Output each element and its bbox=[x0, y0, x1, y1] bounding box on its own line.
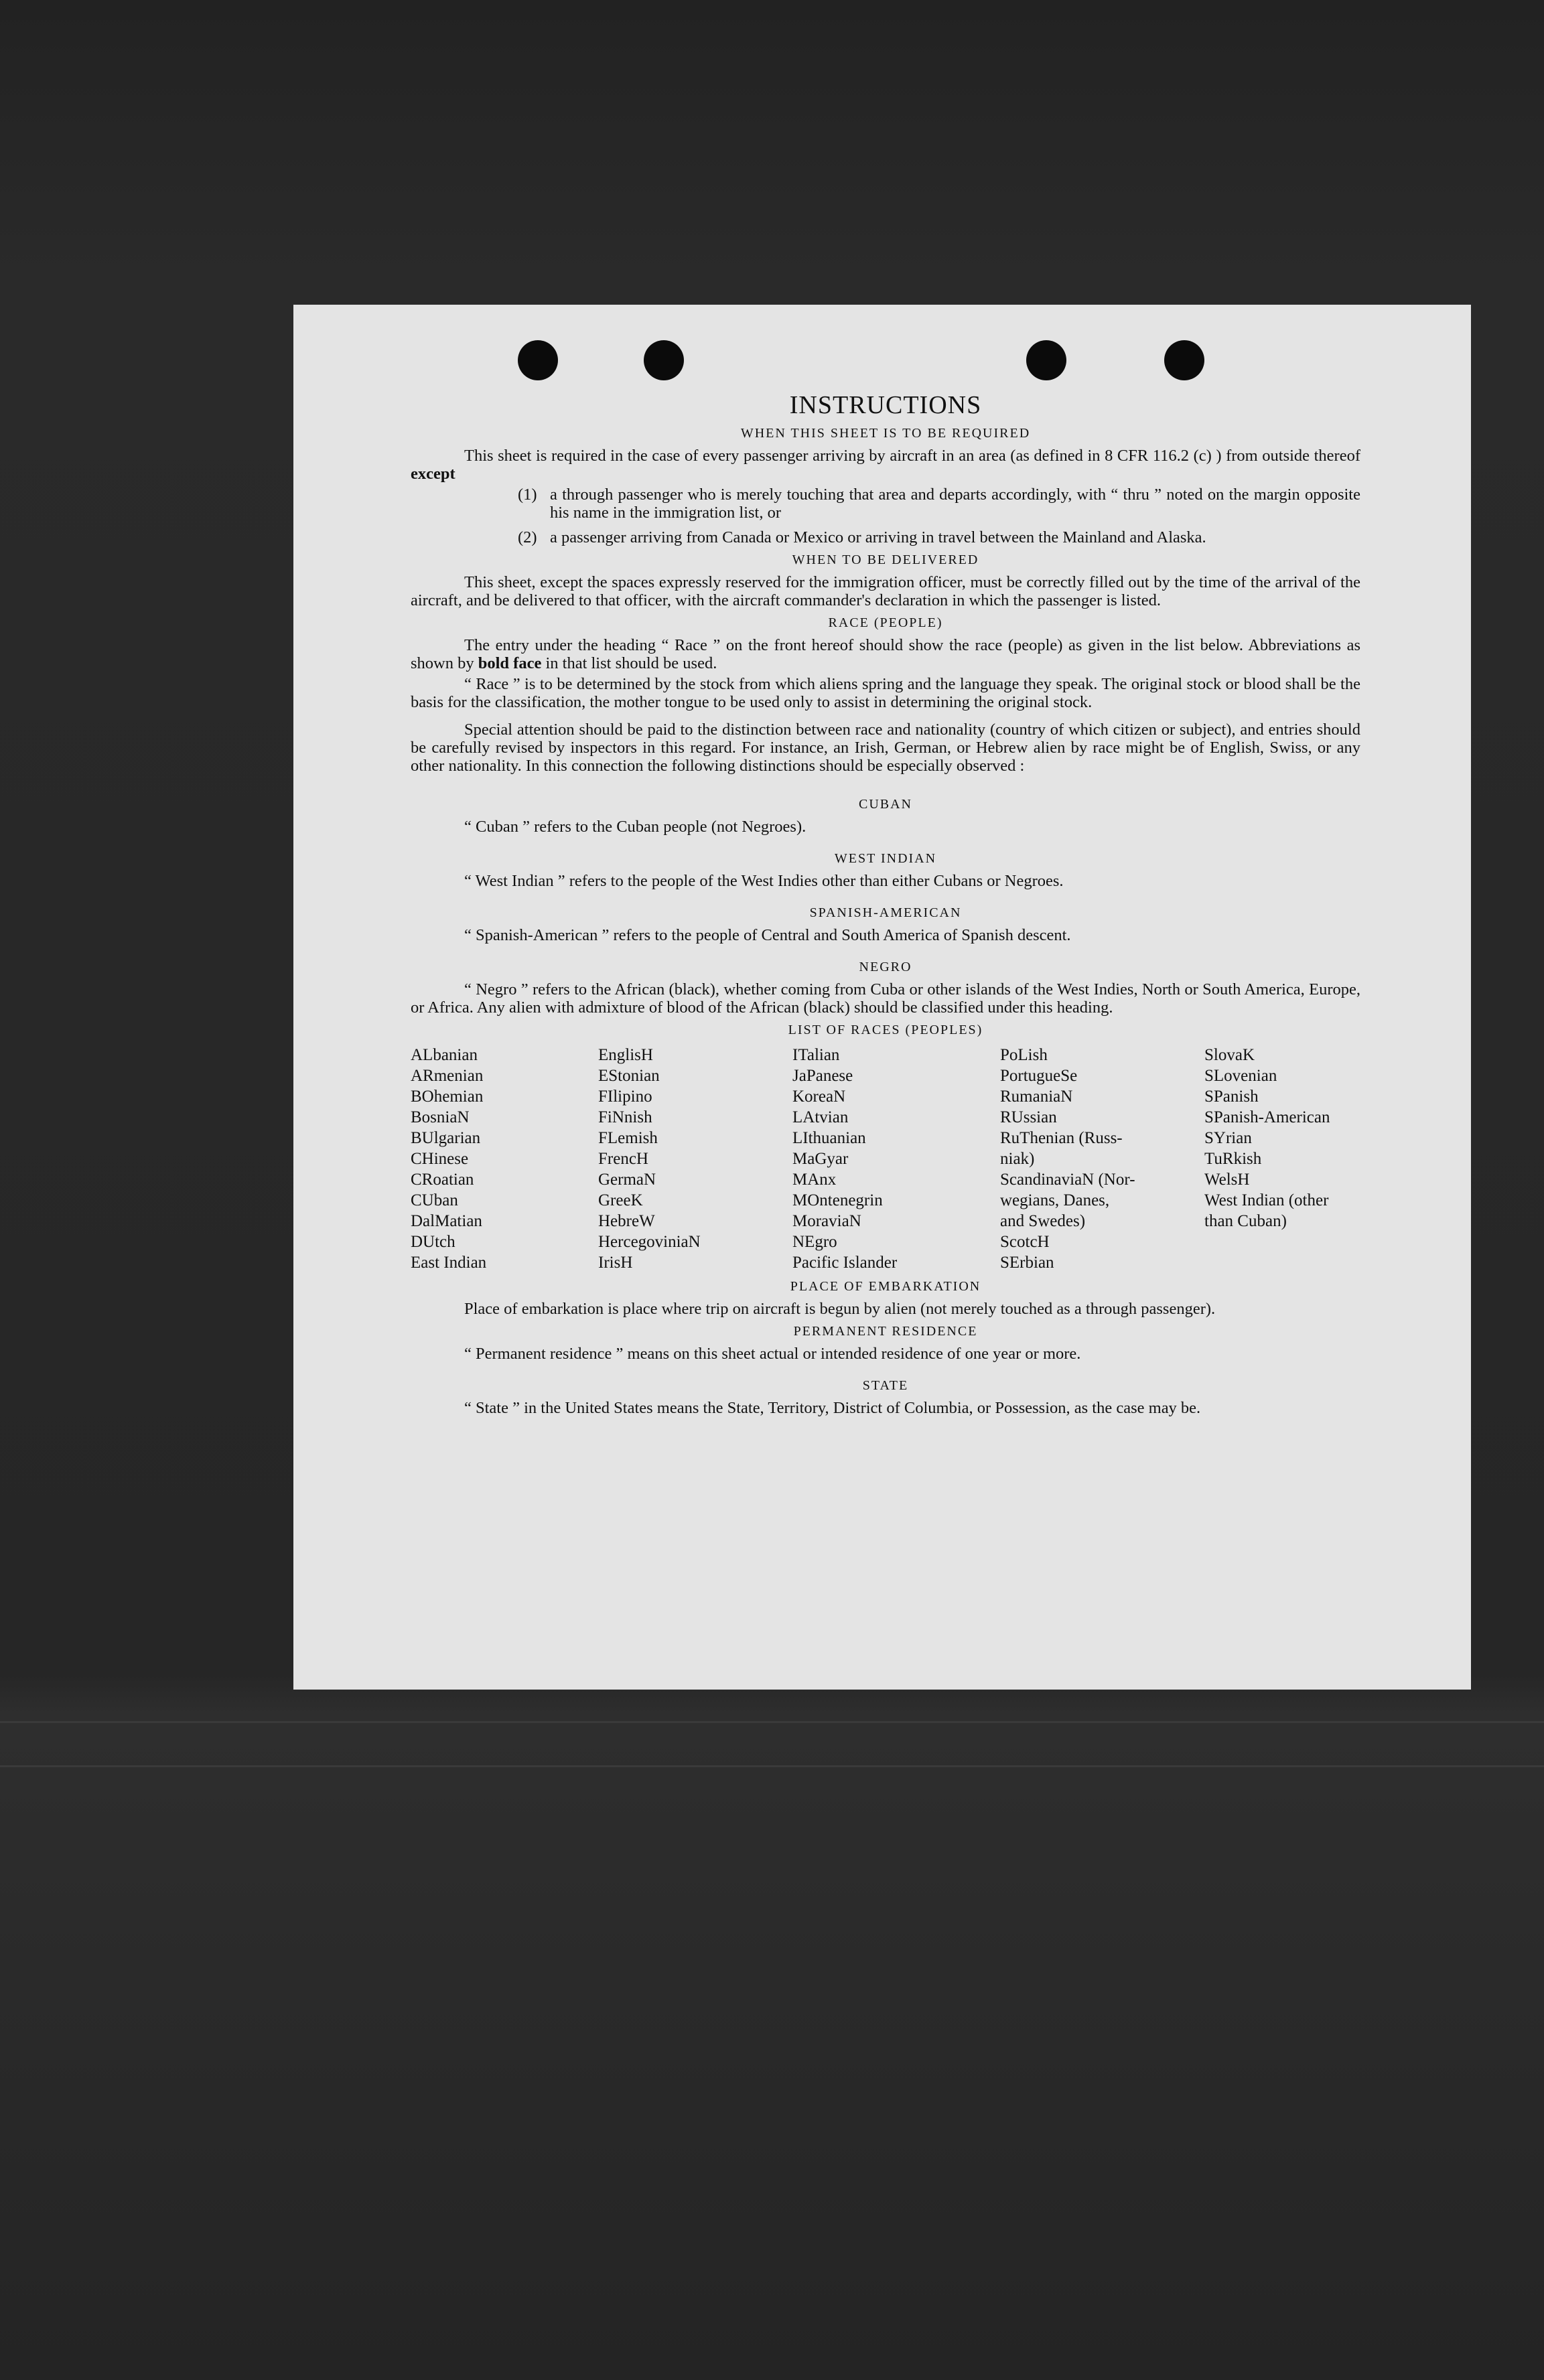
punch-hole bbox=[1164, 340, 1204, 380]
race-entry: FLemish bbox=[598, 1129, 658, 1147]
race-entry: IrisH bbox=[598, 1254, 633, 1272]
races-column bbox=[1000, 1045, 1204, 1273]
race-entry: RUssian bbox=[1000, 1108, 1057, 1126]
race-entry: CUban bbox=[411, 1191, 458, 1209]
race-entry: RumaniaN bbox=[1000, 1088, 1073, 1106]
race-entry: LIthuanian bbox=[792, 1129, 866, 1147]
race-entry: SlovaK bbox=[1204, 1046, 1255, 1064]
section-heading: RACE (PEOPLE) bbox=[828, 615, 943, 630]
race-entry: JaPanese bbox=[792, 1067, 853, 1085]
paragraph: Place of embarkation is place where trip on aircraft is begun by alien (not merely touched as a through passenger). bbox=[464, 1300, 1216, 1318]
instruction-sheet bbox=[293, 305, 1471, 1690]
race-entry: SPanish-American bbox=[1204, 1108, 1330, 1126]
section-heading: CUBAN bbox=[858, 797, 912, 812]
race-entry: BOhemian bbox=[411, 1088, 484, 1106]
race-entry: FIlipino bbox=[598, 1088, 652, 1106]
race-entry: MoraviaN bbox=[792, 1212, 861, 1230]
paragraph: “ Race ” is to be determined by the stock from which aliens spring and the language they speak. The original stock or blood shall be the basis for the classification, the mother tongue to be used only to assist in determining the original stock. bbox=[411, 675, 1360, 711]
race-entry: RuThenian (Russ- bbox=[1000, 1129, 1123, 1147]
paragraph: “ Cuban ” refers to the Cuban people (not Negroes). bbox=[464, 818, 806, 836]
races-column bbox=[1204, 1045, 1360, 1273]
race-entry: niak) bbox=[1000, 1150, 1035, 1168]
race-entry: DalMatian bbox=[411, 1212, 482, 1230]
race-entry: BUlgarian bbox=[411, 1129, 481, 1147]
document-body bbox=[411, 390, 1360, 1420]
section-heading: WHEN THIS SHEET IS TO BE REQUIRED bbox=[740, 426, 1031, 441]
race-entry: BosniaN bbox=[411, 1108, 470, 1126]
punch-hole bbox=[1026, 340, 1066, 380]
section-heading: NEGRO bbox=[859, 960, 912, 974]
list-item: (1) a through passenger who is merely touching that area and departs accordingly, with “ thru ” noted on the margin opposite his name in the immigration list, or bbox=[518, 486, 1360, 522]
page-title: INSTRUCTIONS bbox=[789, 391, 982, 419]
section-heading: PLACE OF EMBARKATION bbox=[790, 1279, 981, 1294]
race-entry: ALbanian bbox=[411, 1046, 478, 1064]
race-entry: FiNnish bbox=[598, 1108, 652, 1126]
race-entry: MOntenegrin bbox=[792, 1191, 883, 1209]
races-column bbox=[598, 1045, 792, 1273]
paragraph: “ State ” in the United States means the State, Territory, District of Columbia, or Possession, as the case may be. bbox=[464, 1399, 1201, 1417]
section-heading: PERMANENT RESIDENCE bbox=[793, 1324, 978, 1339]
race-entry: EnglisH bbox=[598, 1046, 653, 1064]
race-entry: ITalian bbox=[792, 1046, 840, 1064]
race-entry: West Indian (other bbox=[1204, 1191, 1329, 1209]
race-entry: HercegoviniaN bbox=[598, 1233, 701, 1251]
paragraph: This sheet, except the spaces expressly reserved for the immigration officer, must be correctly filled out by the time of the arrival of the aircraft, and be delivered to that officer, with the aircraft commander's declaration in which the passenger is listed. bbox=[411, 573, 1360, 609]
paragraph: The entry under the heading “ Race ” on the front hereof should show the race (people) as given in the list below. Abbreviations as shown by bold face in that list should be used. bbox=[411, 636, 1360, 672]
scan-artifact-line bbox=[0, 1765, 1544, 1767]
section-heading: STATE bbox=[862, 1378, 909, 1393]
race-entry: than Cuban) bbox=[1204, 1212, 1287, 1230]
race-entry: MaGyar bbox=[792, 1150, 849, 1168]
race-entry: ScotcH bbox=[1000, 1233, 1050, 1251]
race-entry: ARmenian bbox=[411, 1067, 484, 1085]
paragraph: Special attention should be paid to the distinction between race and nationality (country of which citizen or subject), and entries should be carefully revised by inspectors in this regard. For instance, an Irish, German, or Hebrew alien by race might be of English, Swiss, or any other nationality. In this connection the following distinctions should be especially observed : bbox=[411, 721, 1360, 775]
race-entry: East Indian bbox=[411, 1254, 487, 1272]
paragraph: “ Permanent residence ” means on this sheet actual or intended residence of one year or more. bbox=[464, 1345, 1081, 1363]
paragraph: “ Spanish-American ” refers to the people of Central and South America of Spanish descent. bbox=[464, 926, 1071, 944]
race-entry: CRoatian bbox=[411, 1171, 474, 1189]
race-entry: and Swedes) bbox=[1000, 1212, 1086, 1230]
race-entry: FrencH bbox=[598, 1150, 648, 1168]
race-entry: SLovenian bbox=[1204, 1067, 1277, 1085]
race-entry: WelsH bbox=[1204, 1171, 1250, 1189]
race-entry: GermaN bbox=[598, 1171, 656, 1189]
section-heading: SPANISH-AMERICAN bbox=[809, 905, 962, 920]
section-heading: WEST INDIAN bbox=[834, 851, 937, 866]
race-entry: NEgro bbox=[792, 1233, 837, 1251]
race-entry: CHinese bbox=[411, 1150, 469, 1168]
race-entry: wegians, Danes, bbox=[1000, 1191, 1110, 1209]
race-entry: KoreaN bbox=[792, 1088, 846, 1106]
section-heading: LIST OF RACES (PEOPLES) bbox=[788, 1023, 983, 1037]
punch-hole bbox=[644, 340, 684, 380]
list-item: (2) a passenger arriving from Canada or Mexico or arriving in travel between the Mainland and Alaska. bbox=[518, 528, 1206, 546]
race-entry: SErbian bbox=[1000, 1254, 1054, 1272]
race-entry: GreeK bbox=[598, 1191, 643, 1209]
race-entry: PortugueSe bbox=[1000, 1067, 1078, 1085]
punch-hole bbox=[518, 340, 558, 380]
race-entry: PoLish bbox=[1000, 1046, 1048, 1064]
paragraph: “ West Indian ” refers to the people of the West Indies other than either Cubans or Negroes. bbox=[464, 872, 1064, 890]
race-entry: EStonian bbox=[598, 1067, 660, 1085]
race-entry: DUtch bbox=[411, 1233, 455, 1251]
race-entry: HebreW bbox=[598, 1212, 655, 1230]
race-entry: SPanish bbox=[1204, 1088, 1259, 1106]
races-column bbox=[411, 1045, 598, 1273]
race-entry: ScandinaviaN (Nor- bbox=[1000, 1171, 1135, 1189]
race-entry: SYrian bbox=[1204, 1129, 1252, 1147]
paragraph: “ Negro ” refers to the African (black), whether coming from Cuba or other islands of the West Indies, North or South America, Europe, or Africa. Any alien with admixture of blood of the African (black) should be classified under this heading. bbox=[411, 980, 1360, 1017]
race-entry: MAnx bbox=[792, 1171, 837, 1189]
scan-artifact-line bbox=[0, 1721, 1544, 1723]
race-entry: Pacific Islander bbox=[792, 1254, 898, 1272]
paragraph: This sheet is required in the case of every passenger arriving by aircraft in an area (as defined in 8 CFR 116.2 (c) ) from outside thereof except bbox=[411, 447, 1360, 483]
race-entry: TuRkish bbox=[1204, 1150, 1262, 1168]
races-list bbox=[411, 1045, 1360, 1273]
race-entry: LAtvian bbox=[792, 1108, 849, 1126]
section-heading: WHEN TO BE DELIVERED bbox=[792, 552, 979, 567]
races-column bbox=[792, 1045, 1000, 1273]
